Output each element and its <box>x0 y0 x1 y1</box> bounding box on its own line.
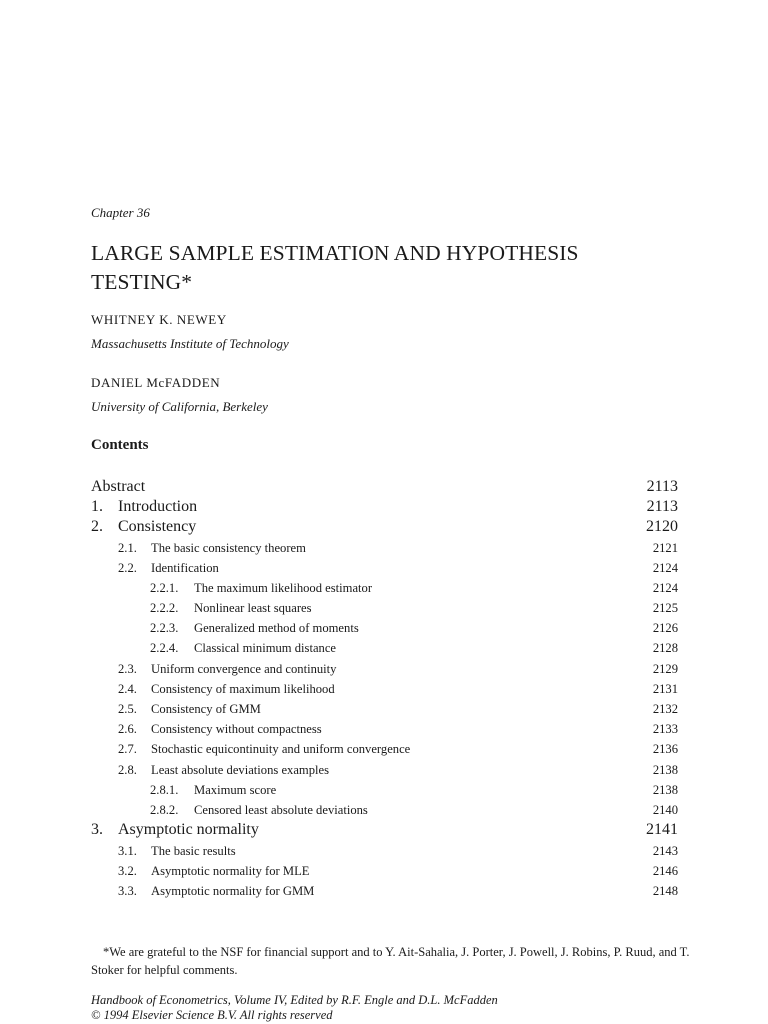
toc-entry-page: 2146 <box>652 864 678 878</box>
toc-entry-page: 2140 <box>652 803 678 817</box>
toc-entry-page: 2133 <box>652 722 678 736</box>
toc-entry <box>0 763 768 783</box>
toc-entry-number: 3.1. <box>118 844 137 858</box>
toc-entry-number: 2.1. <box>118 541 137 555</box>
toc-entry-number: 2.3. <box>118 662 137 676</box>
toc-entry <box>0 742 768 762</box>
toc-entry-title: Identification <box>151 561 219 575</box>
toc-entry-title: Asymptotic normality <box>118 821 259 838</box>
toc-entry-title: Consistency of GMM <box>151 702 261 716</box>
toc-entry-number: 2.5. <box>118 702 137 716</box>
toc-entry <box>0 518 768 538</box>
toc-entry-title: Consistency without compactness <box>151 722 322 736</box>
toc-entry-title: Consistency <box>118 518 197 535</box>
toc-entry-page: 2120 <box>646 518 678 535</box>
toc-entry-page: 2132 <box>652 702 678 716</box>
author-name-2: DANIEL McFADDEN <box>91 375 221 390</box>
toc-entry-title: Uniform convergence and continuity <box>151 662 337 676</box>
toc-entry-page: 2125 <box>652 601 678 615</box>
toc-entry <box>0 662 768 682</box>
toc-entry-page: 2131 <box>652 682 678 696</box>
toc-entry-page: 2113 <box>646 478 678 495</box>
toc-entry-title: Censored least absolute deviations <box>194 803 368 817</box>
toc-entry <box>0 621 768 641</box>
copyright-line: © 1994 Elsevier Science B.V. All rights reserved <box>91 1008 333 1022</box>
toc-entry-number: 2.2.3. <box>150 621 179 635</box>
toc-entry <box>0 702 768 722</box>
toc-entry-page: 2148 <box>652 884 678 898</box>
toc-entry-title: The basic consistency theorem <box>151 541 306 555</box>
toc-entry-page: 2143 <box>652 844 678 858</box>
author-name-1: WHITNEY K. NEWEY <box>91 312 227 327</box>
toc-entry <box>0 821 768 841</box>
toc-entry <box>0 641 768 661</box>
toc-entry-number: 2.7. <box>118 742 137 756</box>
toc-entry <box>0 478 768 498</box>
toc-entry-page: 2129 <box>652 662 678 676</box>
toc-entry-page: 2136 <box>652 742 678 756</box>
toc-entry-page: 2138 <box>652 763 678 777</box>
toc-entry-title: The basic results <box>151 844 236 858</box>
toc-entry-page: 2141 <box>646 821 678 838</box>
toc-entry-page: 2138 <box>652 783 678 797</box>
toc-entry <box>0 803 768 823</box>
toc-entry <box>0 844 768 864</box>
chapter-label: Chapter 36 <box>91 205 150 220</box>
toc-entry-title: Least absolute deviations examples <box>151 763 330 777</box>
toc-entry <box>0 722 768 742</box>
toc-entry <box>0 864 768 884</box>
chapter-title: LARGE SAMPLE ESTIMATION AND HYPOTHESIS TESTING* <box>91 241 579 294</box>
toc-entry-page: 2121 <box>652 541 678 555</box>
toc-entry-title: Abstract <box>91 478 146 495</box>
toc-entry <box>0 541 768 561</box>
toc-entry-title: Generalized method of moments <box>194 621 359 635</box>
toc-entry-title: Classical minimum distance <box>194 641 337 655</box>
toc-entry <box>0 581 768 601</box>
author-affiliation-2: University of California, Berkeley <box>91 399 268 414</box>
toc-entry <box>0 601 768 621</box>
toc-entry <box>0 884 768 904</box>
toc-entry-page: 2128 <box>652 641 678 655</box>
toc-entry-title: Introduction <box>118 498 198 515</box>
toc-entry-number: 2.8. <box>118 763 137 777</box>
toc-entry-number: 2.2. <box>118 561 137 575</box>
toc-entry-title: Consistency of maximum likelihood <box>151 682 335 696</box>
toc-entry-title: Nonlinear least squares <box>194 601 312 615</box>
toc-entry-number: 2.2.1. <box>150 581 179 595</box>
toc-entry-title: Asymptotic normality for MLE <box>151 864 310 878</box>
acknowledgement-footnote: *We are grateful to the NSF for financial support and to Y. Ait-Sahalia, J. Porter, J. Powell, J. Robins, P. Ruud, and T. Stoker for helpful comments. <box>91 945 690 977</box>
toc-entry-number: 3.3. <box>118 884 137 898</box>
toc-entry-number: 1. <box>91 498 103 515</box>
contents-heading: Contents <box>91 437 149 453</box>
toc-entry <box>0 561 768 581</box>
toc-entry-page: 2126 <box>652 621 678 635</box>
toc-entry-number: 2.6. <box>118 722 137 736</box>
toc-entry-page: 2124 <box>652 561 678 575</box>
toc-entry-number: 2.2.2. <box>150 601 179 615</box>
toc-entry-title: Maximum score <box>194 783 277 797</box>
toc-entry-title: The maximum likelihood estimator <box>194 581 373 595</box>
toc-entry <box>0 783 768 803</box>
author-affiliation-1: Massachusetts Institute of Technology <box>91 336 289 351</box>
toc-entry-title: Stochastic equicontinuity and uniform convergence <box>151 742 411 756</box>
toc-entry-number: 2.2.4. <box>150 641 179 655</box>
toc-entry-number: 3.2. <box>118 864 137 878</box>
toc-entry-number: 2.4. <box>118 682 137 696</box>
publication-line: Handbook of Econometrics, Volume IV, Edited by R.F. Engle and D.L. McFadden <box>91 993 498 1007</box>
toc-entry-number: 2.8.2. <box>150 803 179 817</box>
toc-entry-number: 3. <box>91 821 103 838</box>
toc-entry-page: 2113 <box>646 498 678 515</box>
toc-entry-page: 2124 <box>652 581 678 595</box>
toc-entry-number: 2. <box>91 518 103 535</box>
toc-entry-title: Asymptotic normality for GMM <box>151 884 315 898</box>
toc-entry-number: 2.8.1. <box>150 783 179 797</box>
toc-entry <box>0 498 768 518</box>
toc-entry <box>0 682 768 702</box>
